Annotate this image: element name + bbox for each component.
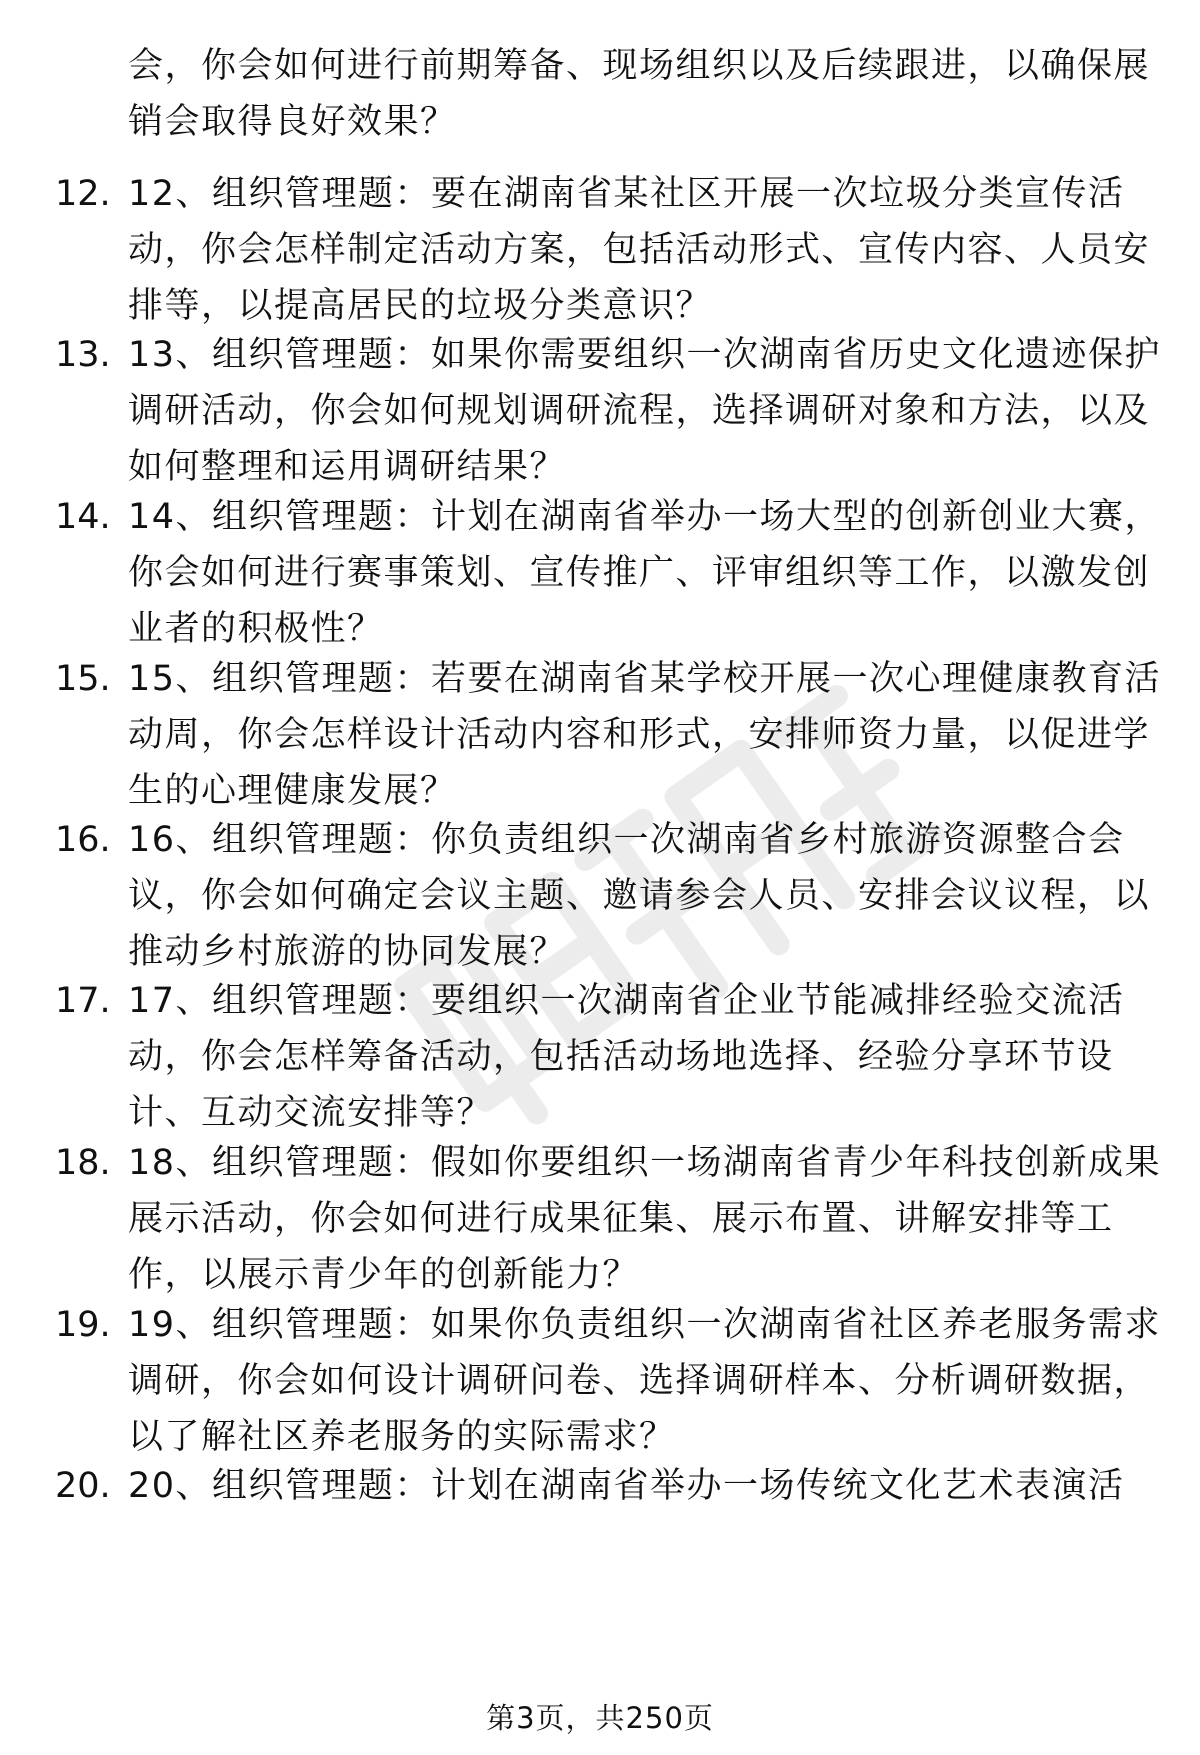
item-text: 会，你会如何进行前期筹备、现场组织以及后续跟进，以确保展 销会取得良好效果？: [128, 46, 1151, 142]
item-text: 19、组织管理题：如果你负责组织一次湖南省社区养老服务需求 调研，你会如何设计调研问卷、选择调研样本、分析调研数据， 以了解社区养老服务的实际需求？: [128, 1305, 1162, 1457]
item-number: 19.: [55, 1305, 111, 1345]
item-number: 13.: [55, 335, 111, 375]
item-number: 14.: [55, 497, 111, 537]
item-text: 12、组织管理题：要在湖南省某社区开展一次垃圾分类宣传活 动，你会怎样制定活动方案，包括活动形式、宣传内容、人员安 排等，以提高居民的垃圾分类意识？: [128, 174, 1151, 326]
item-number: 20.: [55, 1466, 111, 1506]
item-text: 20、组织管理题：计划在湖南省举办一场传统文化艺术表演活: [128, 1466, 1125, 1506]
item-text: 18、组织管理题：假如你要组织一场湖南省青少年科技创新成果 展示活动，你会如何进行成果征集、展示布置、讲解安排等工 作，以展示青少年的创新能力？: [128, 1143, 1162, 1295]
item-number: 15.: [55, 659, 111, 699]
item-number: 12.: [55, 174, 111, 214]
page-footer: 第3页，共250页: [486, 1701, 714, 1735]
item-number: 17.: [55, 981, 111, 1021]
item-text: 13、组织管理题：如果你需要组织一次湖南省历史文化遗迹保护 调研活动，你会如何规划调研流程，选择调研对象和方法，以及 如何整理和运用调研结果？: [128, 335, 1162, 487]
item-text: 17、组织管理题：要组织一次湖南省企业节能减排经验交流活 动，你会怎样筹备活动，包括活动场地选择、经验分享环节设 计、互动交流安排等？: [128, 981, 1125, 1133]
item-number: 18.: [55, 1143, 111, 1183]
item-text: 15、组织管理题：若要在湖南省某学校开展一次心理健康教育活 动周，你会怎样设计活动内容和形式，安排师资力量，以促进学 生的心理健康发展？: [128, 659, 1162, 811]
item-text: 16、组织管理题：你负责组织一次湖南省乡村旅游资源整合会 议，你会如何确定会议主题、邀请参会人员、安排会议议程，以 推动乡村旅游的协同发展？: [128, 820, 1151, 972]
item-text: 14、组织管理题：计划在湖南省举办一场大型的创新创业大赛， 你会如何进行赛事策划、宣传推广、评审组织等工作，以激发创 业者的积极性？: [128, 497, 1162, 649]
item-number: 16.: [55, 820, 111, 860]
